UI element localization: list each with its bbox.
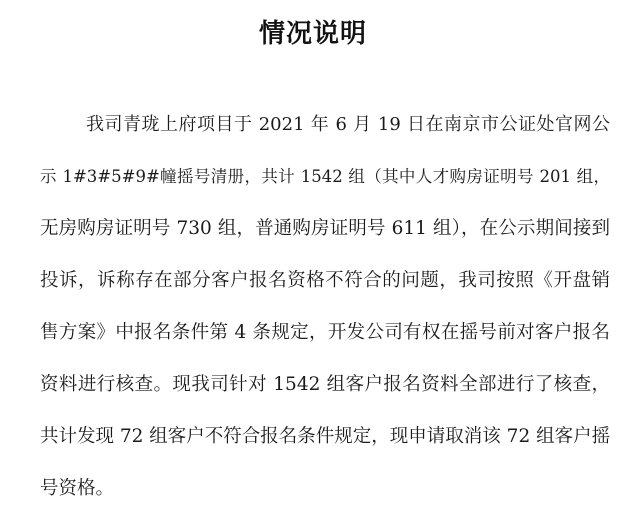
paragraph-line-1: 我司青珑上府项目于 2021 年 6 月 19 日在南京市公证处官网公	[86, 114, 610, 135]
document-title: 情况说明	[258, 19, 367, 49]
paragraph-line-5: 售方案》中报名条件第 4 条规定，开发公司有权在摇号前对客户报名	[40, 322, 610, 343]
paragraph-line-8: 号资格。	[40, 478, 115, 499]
paragraph-line-6: 资料进行核查。现我司针对 1542 组客户报名资料全部进行了核查，	[40, 374, 610, 395]
paragraph-line-2: 示 1#3#5#9#幢摇号清册，共计 1542 组（其中人才购房证明号 201 组，	[40, 167, 610, 186]
paragraph-line-7: 共计发现 72 组客户不符合报名条件规定，现申请取消该 72 组客户摇	[40, 426, 610, 447]
paragraph-line-4: 投诉，诉称存在部分客户报名资格不符合的问题，我司按照《开盘销	[40, 270, 610, 291]
paragraph-line-3: 无房购房证明号 730 组，普通购房证明号 611 组），在公示期间接到	[40, 218, 610, 239]
